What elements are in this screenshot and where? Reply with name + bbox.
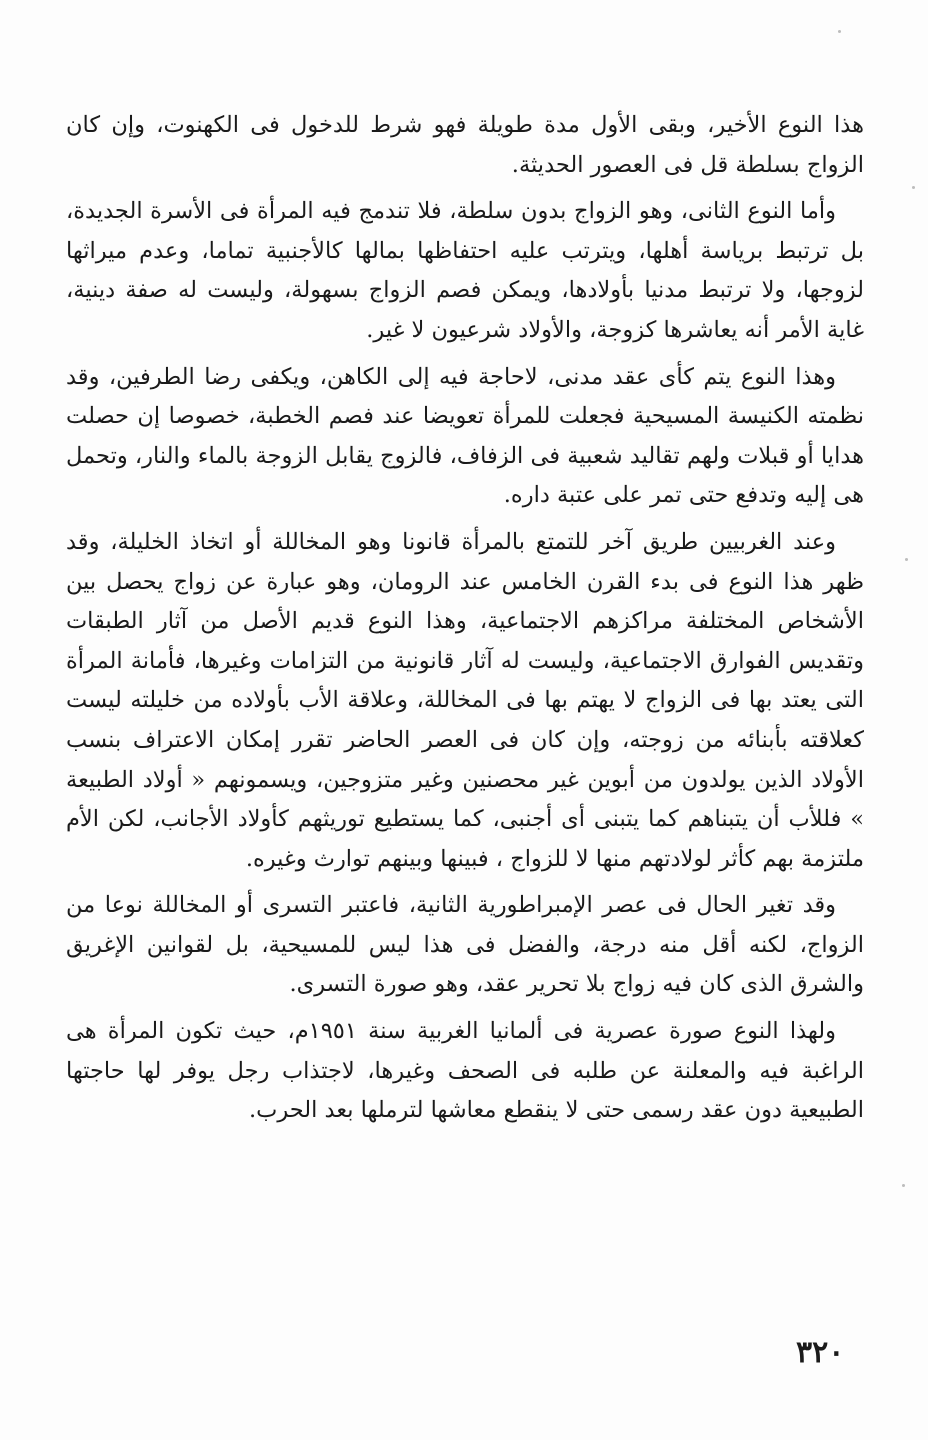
- paragraph-1: هذا النوع الأخير، وبقى الأول مدة طويلة فهو شرط للدخول فى الكهنوت، وإن كان الزواج بسلطة قل فى العصور الحديثة.: [66, 112, 864, 178]
- paragraph-4: وعند الغربيين طريق آخر للتمتع بالمرأة قانونا وهو المخاللة أو اتخاذ الخليلة، وقد ظهر هذا النوع فى بدء القرن الخامس عند الرومان، وهو عبارة عن زواج يحصل بين الأشخاص المختلفة مراكزهم الاجتماعية، وهذا النوع قديم الأصل من آثار الطبقات وتقديس الفوارق الاجتماعية، وليست له آثار قانونية من التزامات وغيرها، فأمانة المرأة التى يعتد بها فى الزواج لا يهتم بها فى المخاللة، وعلاقة الأب بأولاده من خليلته ليست كعلاقته بأبنائه من زوجته، وإن كان فى العصر الحاضر تقرر إمكان الاعتراف بنسب الأولاد الذين يولدون من أبوين غير محصنين وغير متزوجين، ويسمونهم « أولاد الطبيعة » فللأب أن يتبناهم كما يتبنى أى أجنبى، كما يستطيع توريثهم كأولاد الأجانب، لكن الأم ملتزمة بهم كأثر لولادتهم منها لا للزواج ، فبينها وبينهم توارث وغيره.: [66, 528, 864, 872]
- page-number: ٣٢٠: [796, 1335, 845, 1370]
- scan-speck: [905, 558, 908, 561]
- paragraph-2: وأما النوع الثانى، وهو الزواج بدون سلطة، فلا تندمج فيه المرأة فى الأسرة الجديدة، بل ترتبط برياسة أهلها، ويترتب عليه احتفاظها بمالها كالأجنبية تماما، وعدم ميراثها لزوجها، ولا ترتبط مدنيا بأولادها، ويمكن فصم الزواج بسهولة، وليست له صفة دينية، غاية الأمر أنه يعاشرها كزوجة، والأولاد شرعيون لا غير.: [66, 198, 864, 343]
- scan-speck: [912, 186, 915, 189]
- paragraph-3: وهذا النوع يتم كأى عقد مدنى، لاحاجة فيه إلى الكاهن، ويكفى رضا الطرفين، وقد نظمته الكنيسة المسيحية فجعلت للمرأة تعويضا عند فصم الخطبة، خصوصا إن حصلت هدايا أو قبلات ولهم تقاليد شعبية فى الزفاف، فالزوج يقابل الزوجة بالماء والنار، وتحمل هى إليه وتدفع حتى تمر على عتبة داره.: [66, 363, 864, 509]
- paragraph-5: وقد تغير الحال فى عصر الإمبراطورية الثانية، فاعتبر التسرى أو المخاللة نوعا من الزواج، لكنه أقل منه درجة، والفضل فى هذا ليس للمسيحية، بل لقوانين الإغريق والشرق الذى كان فيه زواج بلا تحرير عقد، وهو صورة التسرى.: [66, 892, 864, 998]
- paragraph-6: ولهذا النوع صورة عصرية فى ألمانيا الغربية سنة ١٩٥١م، حيث تكون المرأة هى الراغبة فيه والمعلنة عن طلبه فى الصحف وغيرها، لاجتذاب رجل يوفر لها حاجتها الطبيعية دون عقد رسمى حتى لا ينقطع معاشها لترملها بعد الحرب.: [66, 1018, 864, 1124]
- scan-speck: [838, 30, 841, 33]
- scan-speck: [902, 1184, 905, 1187]
- body-text: [66, 106, 864, 1138]
